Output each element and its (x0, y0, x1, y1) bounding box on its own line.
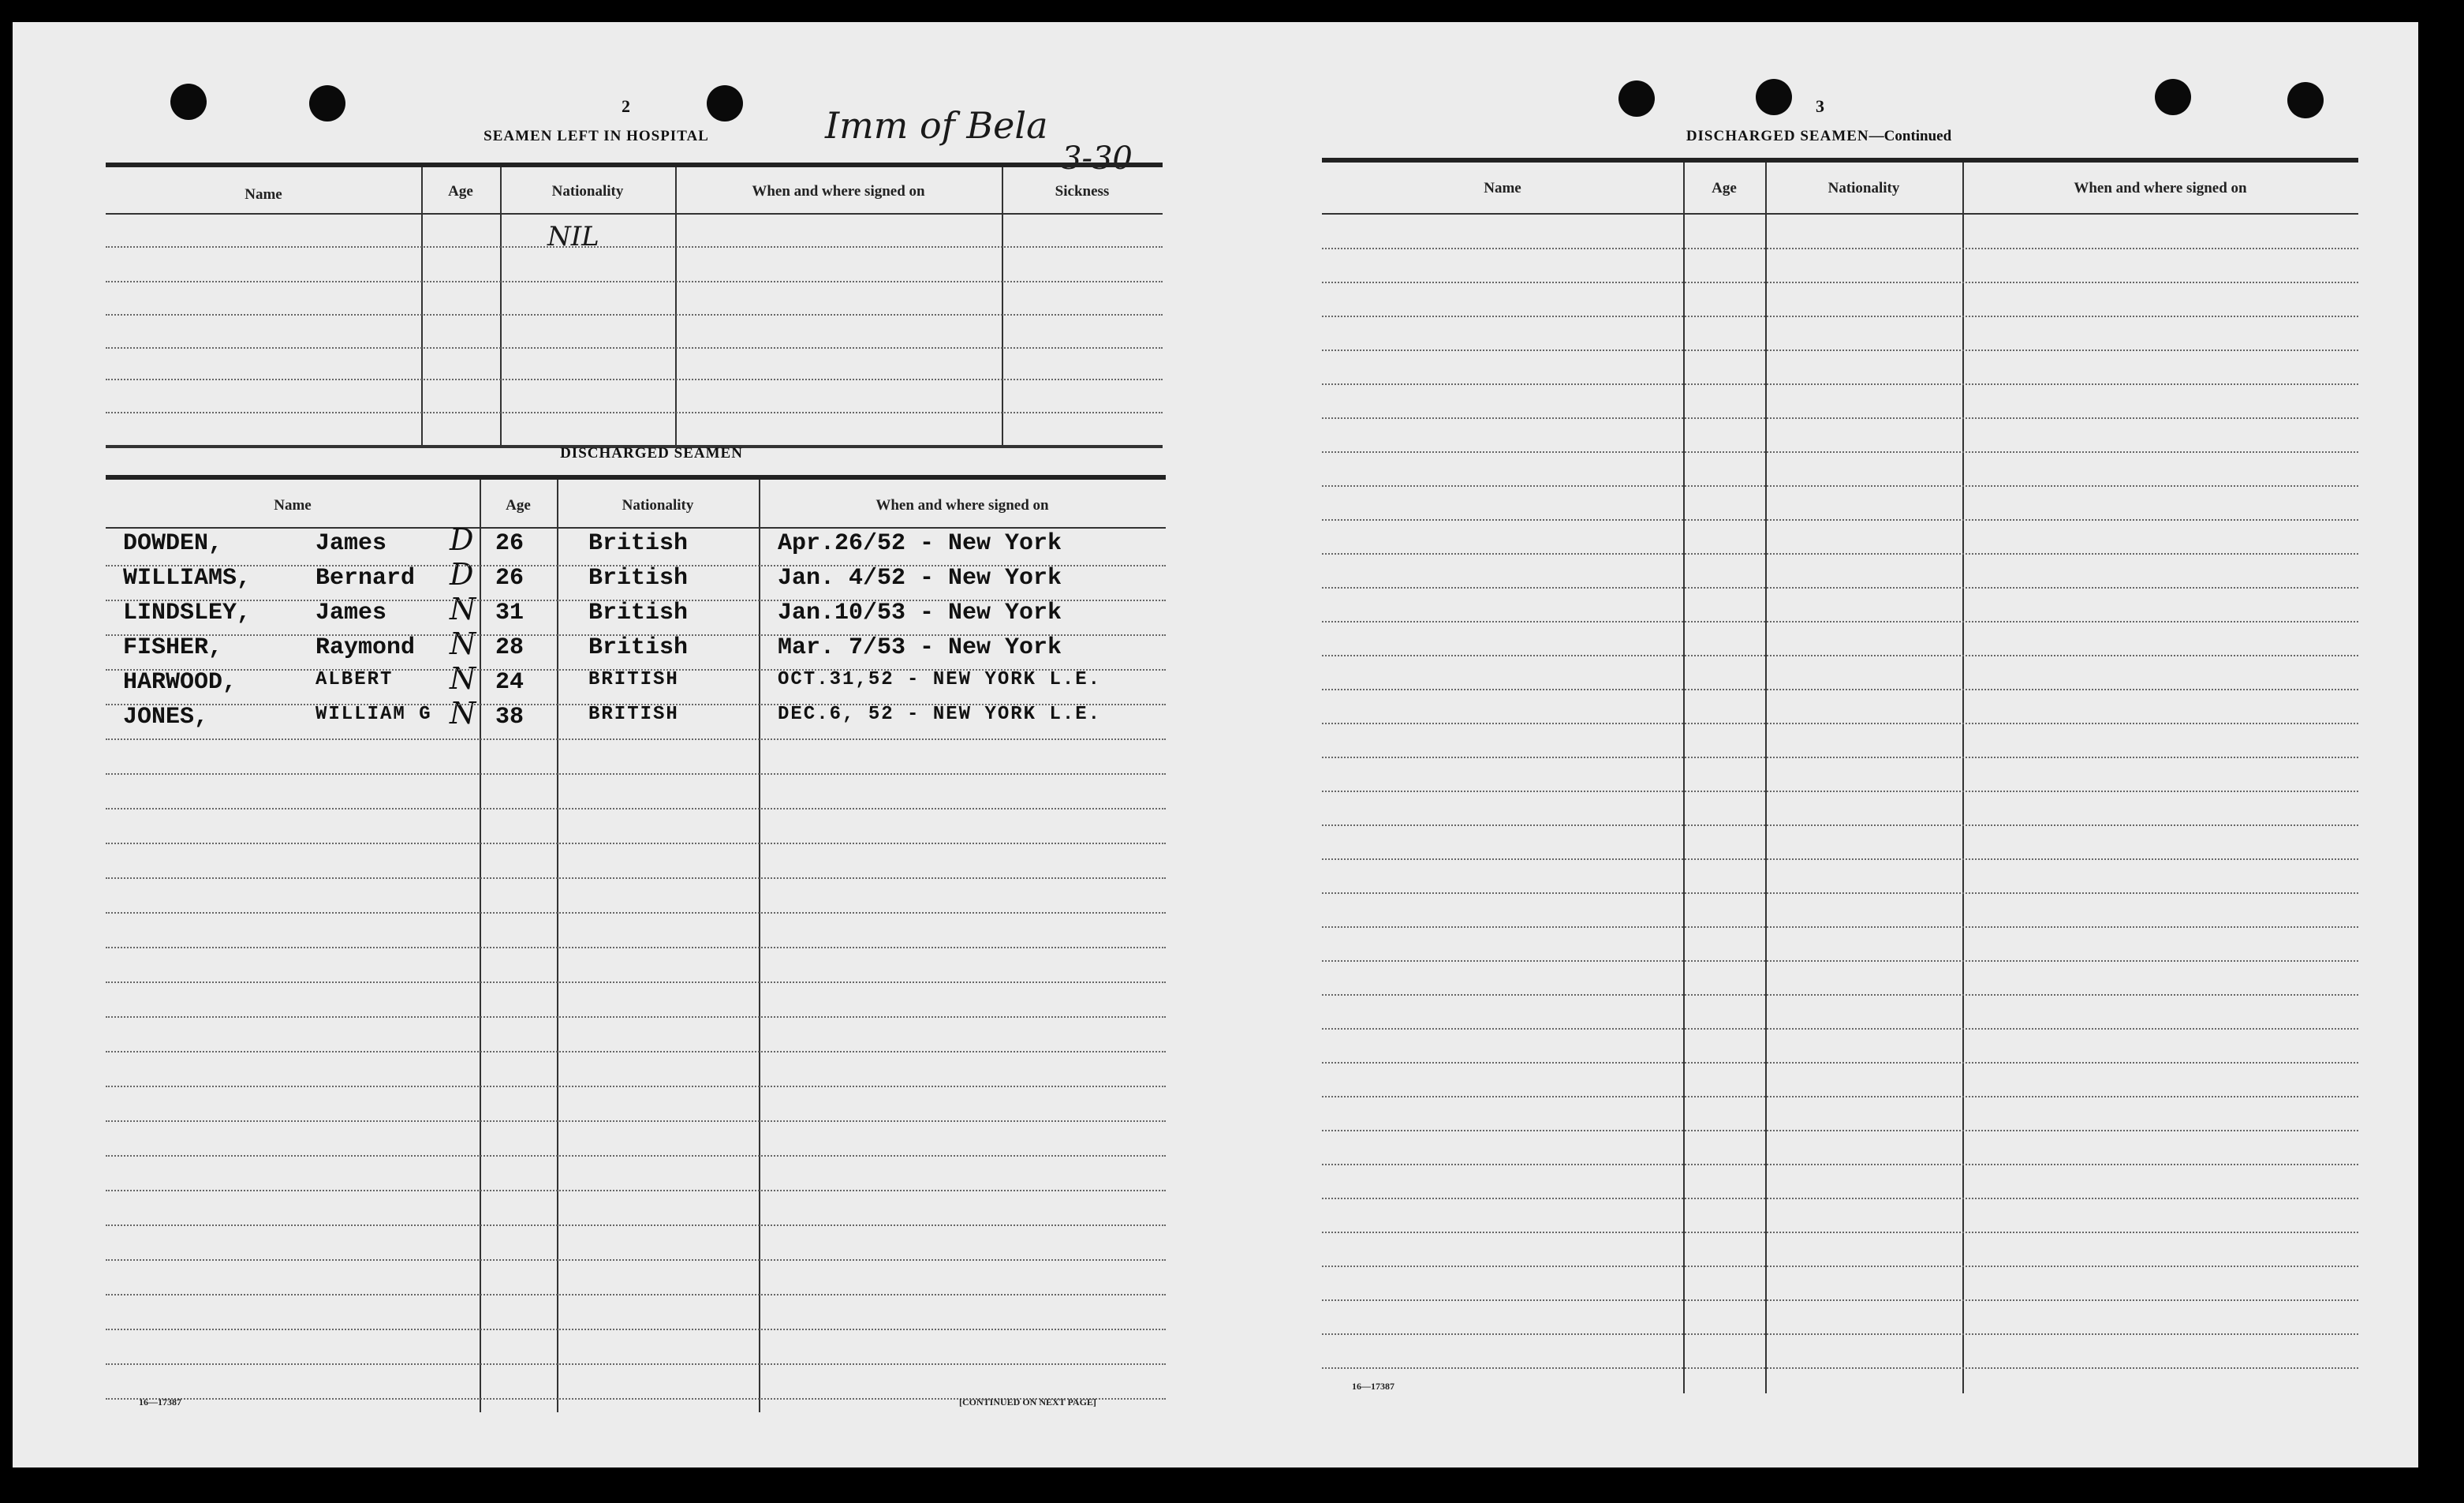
seaman-given-name: James (315, 530, 387, 557)
hospital-heading: SEAMEN LEFT IN HOSPITAL (483, 128, 709, 144)
document-sheet (13, 22, 2418, 1467)
seaman-given-name: Raymond (315, 634, 416, 661)
discharged-table (106, 475, 1166, 1412)
seaman-surname: WILLIAMS, (123, 565, 252, 592)
handwritten-mark: N (450, 661, 476, 696)
seaman-nationality: BRITISH (588, 704, 679, 725)
seaman-given-name: James (315, 600, 387, 626)
seaman-signed-on: DEC.6, 52 - NEW YORK L.E. (778, 704, 1102, 725)
seaman-given-name: Bernard (315, 565, 416, 592)
punch-hole (309, 85, 345, 122)
seaman-signed-on: Jan.10/53 - New York (778, 600, 1062, 626)
seaman-signed-on: Jan. 4/52 - New York (778, 565, 1062, 592)
handwritten-mark: N (450, 626, 476, 661)
seaman-signed-on: Mar. 7/53 - New York (778, 634, 1062, 661)
seaman-surname: FISHER, (123, 634, 223, 661)
seaman-nationality: British (588, 565, 689, 592)
punch-hole (2287, 82, 2324, 118)
seaman-signed-on: OCT.31,52 - NEW YORK L.E. (778, 669, 1102, 690)
col-nationality: Nationality (622, 497, 694, 514)
col-age: Age (1712, 180, 1737, 196)
handwritten-mark: D (450, 522, 474, 557)
seaman-signed-on: Apr.26/52 - New York (778, 530, 1062, 557)
discharged-continued-heading (1637, 128, 2000, 145)
col-name: Name (245, 186, 282, 203)
handwritten-mark: D (450, 557, 474, 592)
discharged-heading: DISCHARGED SEAMEN (560, 445, 743, 462)
col-name: Name (1484, 180, 1521, 196)
punch-hole (170, 84, 207, 120)
punch-hole (707, 85, 743, 122)
seaman-surname: HARWOOD, (123, 669, 237, 696)
form-number: 16—17387 (1352, 1381, 1394, 1392)
col-signed-on: When and where signed on (875, 497, 1049, 514)
continued-note: [CONTINUED ON NEXT PAGE] (959, 1396, 1096, 1408)
hospital-nil-entry: NIL (547, 221, 599, 252)
handwritten-note: Imm of Bela (825, 104, 1048, 147)
seaman-nationality: BRITISH (588, 669, 679, 690)
seaman-surname: DOWDEN, (123, 530, 223, 557)
col-age: Age (448, 183, 473, 200)
seaman-age: 26 (495, 530, 525, 557)
seaman-age: 31 (495, 600, 525, 626)
seaman-age: 38 (495, 704, 525, 731)
seaman-nationality: British (588, 530, 689, 557)
seaman-nationality: British (588, 634, 689, 661)
seaman-surname: LINDSLEY, (123, 600, 252, 626)
seaman-age: 24 (495, 669, 525, 696)
punch-hole (1756, 79, 1792, 115)
col-signed-on: When and where signed on (2074, 180, 2247, 196)
col-name: Name (274, 497, 312, 514)
heading-text: DISCHARGED SEAMEN (1686, 128, 1869, 144)
page-number: 3 (1816, 96, 1824, 116)
discharged-continued-table (1322, 158, 2358, 1393)
seaman-surname: JONES, (123, 704, 209, 731)
handwritten-mark: N (450, 592, 476, 626)
col-signed-on: When and where signed on (752, 183, 925, 200)
col-age: Age (506, 497, 531, 514)
col-sickness: Sickness (1055, 183, 1110, 200)
seaman-given-name: WILLIAM G (315, 704, 432, 725)
seaman-given-name: ALBERT (315, 669, 394, 690)
heading-continued: —Continued (1869, 128, 1952, 144)
col-nationality: Nationality (1827, 180, 1900, 196)
seaman-nationality: British (588, 600, 689, 626)
page-number: 2 (622, 96, 630, 116)
punch-hole (1618, 80, 1655, 117)
seaman-age: 26 (495, 565, 525, 592)
handwritten-mark: N (450, 696, 476, 731)
punch-hole (2155, 79, 2191, 115)
handwritten-date: 3-30 (1062, 140, 1133, 177)
hospital-table (106, 163, 1163, 447)
seaman-age: 28 (495, 634, 525, 661)
form-number: 16—17387 (139, 1396, 181, 1408)
col-nationality: Nationality (551, 183, 624, 200)
